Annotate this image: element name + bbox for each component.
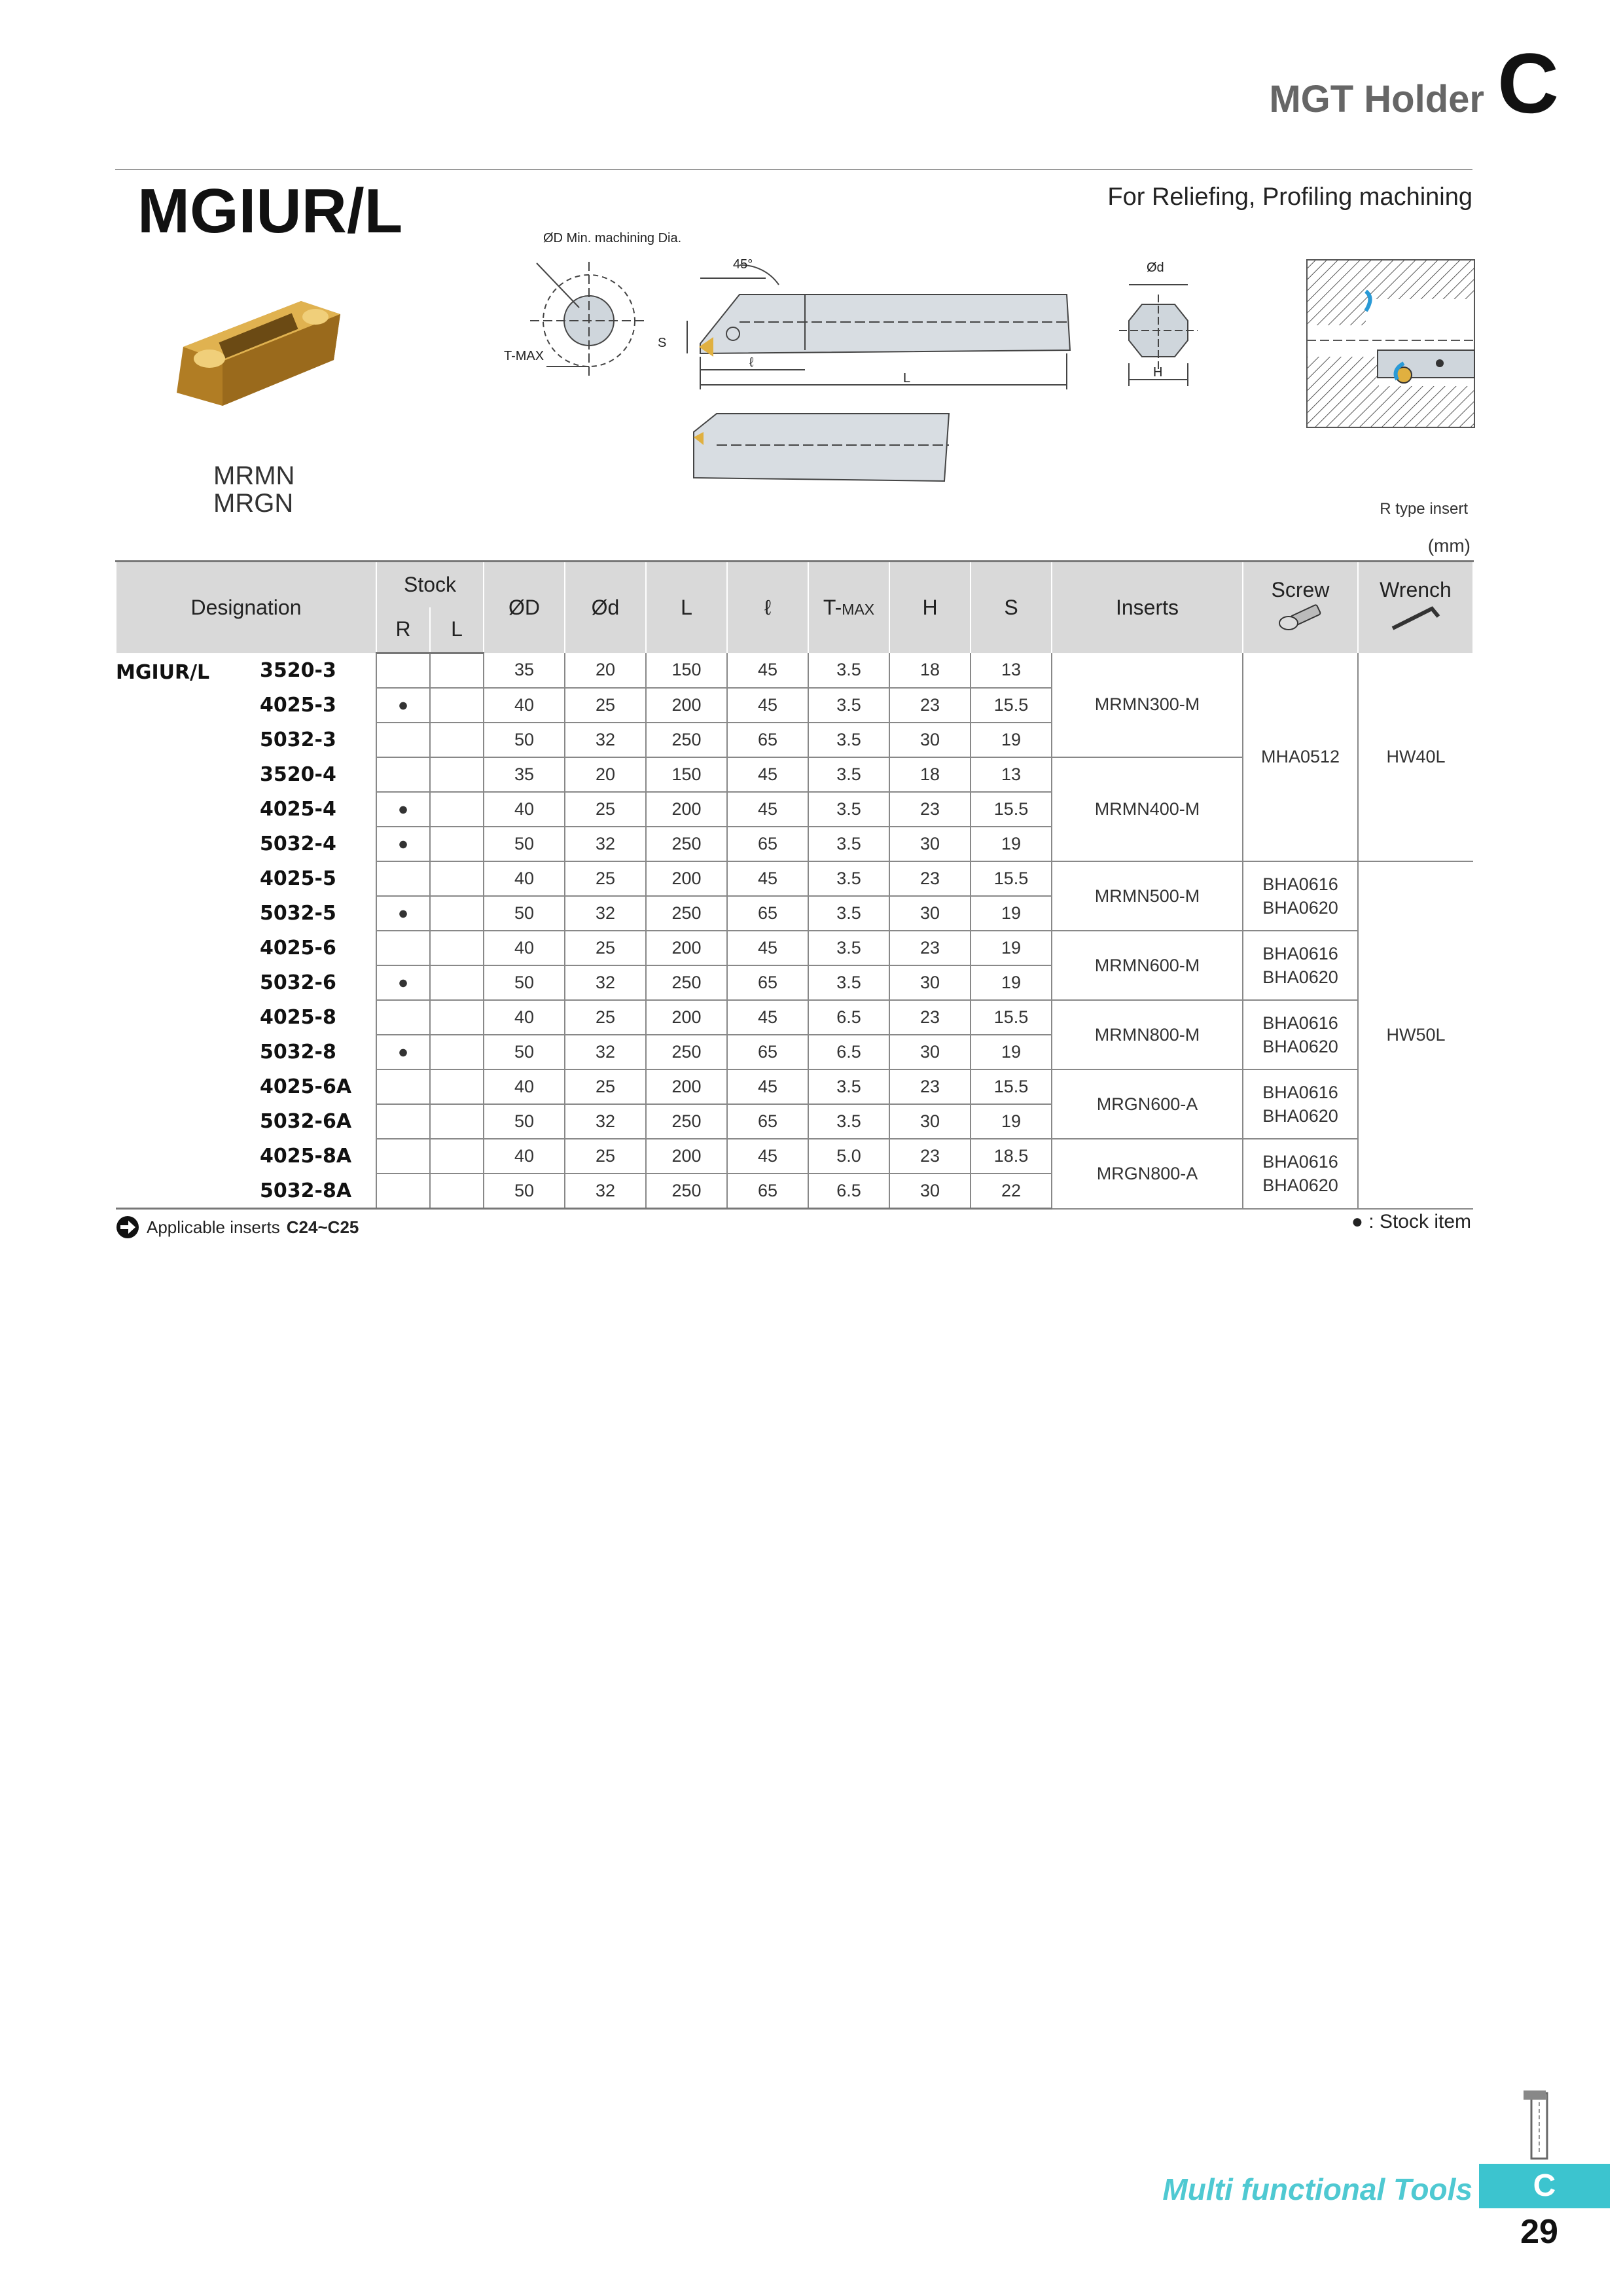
ell-cell: 45 <box>727 757 808 792</box>
length-cell: 250 <box>646 896 727 931</box>
ell-cell: 65 <box>727 1035 808 1069</box>
od-big-cell: 35 <box>484 757 565 792</box>
screw-cell: MHA0512 <box>1243 653 1358 862</box>
applicable-pages-link[interactable]: C24~C25 <box>286 1217 359 1237</box>
col-H: H <box>889 562 971 653</box>
tmax-cell: 3.5 <box>808 792 889 827</box>
stock-l-cell <box>430 896 484 931</box>
designation-code: 5032-6 <box>260 971 336 994</box>
height-cell: 23 <box>889 1139 971 1174</box>
stock-l-cell <box>430 1035 484 1069</box>
stock-l-cell <box>430 1069 484 1104</box>
od-label: Ød <box>1147 260 1164 275</box>
screw-cell <box>1243 931 1358 1000</box>
designation-code: 4025-3 <box>260 694 336 717</box>
stock-l-cell <box>430 1139 484 1174</box>
holder-dimension-drawing <box>491 223 1093 497</box>
s-cell: 15.5 <box>971 861 1052 896</box>
ell-cell: 65 <box>727 827 808 861</box>
od-big-cell: 40 <box>484 1069 565 1104</box>
insert-type-1: MRMN <box>213 461 295 490</box>
shank-cross-section <box>1113 259 1204 396</box>
ell-cell: 65 <box>727 896 808 931</box>
screw-option: BHA0616 <box>1262 944 1338 963</box>
stock-l-cell <box>430 653 484 689</box>
s-cell: 15.5 <box>971 1000 1052 1035</box>
length-cell: 250 <box>646 1035 727 1069</box>
s-cell: 19 <box>971 896 1052 931</box>
designation-code: 5032-8A <box>253 1174 376 1209</box>
height-cell: 23 <box>889 861 971 896</box>
od-small-cell: 32 <box>565 1035 646 1069</box>
designation-code: 5032-4 <box>260 833 336 855</box>
s-cell: 19 <box>971 1104 1052 1139</box>
designation-code: 3520-3 <box>260 658 336 682</box>
s-cell: 15.5 <box>971 1069 1052 1104</box>
od-big-cell: 50 <box>484 827 565 861</box>
s-cell: 19 <box>971 723 1052 757</box>
col-inserts: Inserts <box>1052 562 1243 653</box>
insert-cell: MRMN600-M <box>1052 931 1243 1000</box>
ell-cell: 45 <box>727 792 808 827</box>
length-cell: 250 <box>646 723 727 757</box>
od-big-cell: 50 <box>484 1174 565 1209</box>
designation-code: 5032-5 <box>260 902 336 925</box>
height-cell: 23 <box>889 688 971 723</box>
height-cell: 18 <box>889 757 971 792</box>
insert-cell: MRMN300-M <box>1052 653 1243 758</box>
ell-cell: 45 <box>727 861 808 896</box>
stock-r-cell: ● <box>376 896 430 931</box>
stock-r-cell: ● <box>376 688 430 723</box>
od-big-cell: 40 <box>484 792 565 827</box>
section-letter: C <box>1497 35 1559 131</box>
length-cell: 250 <box>646 965 727 1000</box>
od-big-cell: 50 <box>484 723 565 757</box>
tmax-cell: 6.5 <box>808 1000 889 1035</box>
od-small-cell: 32 <box>565 965 646 1000</box>
table-row <box>116 931 1473 965</box>
stock-l-cell <box>430 827 484 861</box>
stock-item-note: ● : Stock item <box>1351 1211 1471 1232</box>
designation-code: 4025-5 <box>260 867 336 890</box>
insert-cell: MRGN600-A <box>1052 1069 1243 1139</box>
insert-cell: MRGN800-A <box>1052 1139 1243 1209</box>
designation-code: 4025-8A <box>260 1145 352 1168</box>
stock-l-cell <box>430 688 484 723</box>
ell-cell: 45 <box>727 688 808 723</box>
od-small-cell: 25 <box>565 1139 646 1174</box>
od-small-cell: 25 <box>565 931 646 965</box>
designation-code: 3520-4 <box>260 763 336 786</box>
ell-cell: 65 <box>727 1174 808 1209</box>
col-tmax-max: MAX <box>842 600 875 618</box>
stock-l-cell <box>430 757 484 792</box>
col-tmax-t: T- <box>823 595 842 619</box>
applicable-inserts-note <box>115 1215 359 1240</box>
stock-r-cell <box>376 757 430 792</box>
screw-option: BHA0616 <box>1262 1152 1338 1172</box>
col-tmax <box>808 562 889 653</box>
tmax-cell: 3.5 <box>808 931 889 965</box>
min-dia-label: ØD Min. machining Dia. <box>543 231 682 245</box>
stock-l-cell <box>430 965 484 1000</box>
arrow-circle-icon <box>115 1215 140 1240</box>
col-designation: Designation <box>116 562 376 653</box>
designation-code: 5032-8 <box>260 1041 336 1064</box>
height-cell: 23 <box>889 1069 971 1104</box>
stock-r-cell <box>376 723 430 757</box>
length-cell: 150 <box>646 757 727 792</box>
length-cell: 200 <box>646 931 727 965</box>
s-cell: 13 <box>971 653 1052 689</box>
L-label: L <box>903 371 911 386</box>
col-od-small: Ød <box>565 562 646 653</box>
col-screw-label: Screw <box>1271 577 1330 601</box>
col-od-big: ØD <box>484 562 565 653</box>
length-cell: 200 <box>646 792 727 827</box>
ell-cell: 45 <box>727 1000 808 1035</box>
designation-code: 4025-4 <box>260 798 336 821</box>
screw-option: BHA0620 <box>1262 1037 1338 1056</box>
stock-l-cell <box>430 1000 484 1035</box>
table-row <box>116 861 1473 896</box>
bore-application-drawing <box>1306 259 1476 429</box>
section-title: MGT Holder <box>1269 78 1484 120</box>
table-row <box>116 1000 1473 1035</box>
height-cell: 23 <box>889 1000 971 1035</box>
od-small-cell: 20 <box>565 653 646 689</box>
screw-option: BHA0620 <box>1262 1106 1338 1126</box>
tmax-cell: 3.5 <box>808 1069 889 1104</box>
ell-cell: 45 <box>727 931 808 965</box>
od-small-cell: 25 <box>565 792 646 827</box>
s-cell: 15.5 <box>971 792 1052 827</box>
height-cell: 30 <box>889 1174 971 1209</box>
height-cell: 30 <box>889 965 971 1000</box>
footer-section-tab[interactable]: C <box>1479 2164 1610 2208</box>
od-small-cell: 25 <box>565 688 646 723</box>
stock-r-cell: ● <box>376 965 430 1000</box>
stock-l-cell <box>430 1174 484 1209</box>
ell-cell: 65 <box>727 965 808 1000</box>
designation-code: 5032-3 <box>260 728 336 751</box>
screw-icon <box>1274 602 1327 632</box>
od-small-cell: 32 <box>565 1174 646 1209</box>
stock-l-cell <box>430 931 484 965</box>
insert-cell: MRMN400-M <box>1052 757 1243 861</box>
length-cell: 250 <box>646 1104 727 1139</box>
tmax-cell: 5.0 <box>808 1139 889 1174</box>
product-title: MGIUR/L <box>137 176 403 246</box>
col-stock: Stock <box>376 562 484 607</box>
applicable-label: Applicable inserts <box>147 1217 280 1237</box>
stock-r-cell <box>376 1000 430 1035</box>
screw-option: BHA0620 <box>1262 1175 1338 1196</box>
r-type-note: R type insert <box>1380 500 1468 518</box>
screw-cell <box>1243 861 1358 931</box>
wrench-cell: HW50L <box>1358 861 1473 1209</box>
col-stock-l: L <box>430 607 484 653</box>
table-row <box>116 1139 1473 1174</box>
height-cell: 30 <box>889 827 971 861</box>
col-stock-r: R <box>376 607 430 653</box>
s-cell: 19 <box>971 1035 1052 1069</box>
stock-r-cell: ● <box>376 827 430 861</box>
ell-label: ℓ <box>749 355 754 370</box>
unit-note: (mm) <box>1427 535 1471 556</box>
ell-cell: 65 <box>727 1104 808 1139</box>
page-number: 29 <box>1520 2213 1558 2251</box>
designation-prefix: MGIUR/L <box>116 653 253 1209</box>
tmax-cell: 6.5 <box>808 1035 889 1069</box>
screw-option: BHA0620 <box>1262 898 1338 918</box>
col-ell: ℓ <box>727 562 808 653</box>
tmax-cell: 3.5 <box>808 723 889 757</box>
od-big-cell: 40 <box>484 1000 565 1035</box>
height-cell: 30 <box>889 723 971 757</box>
od-big-cell: 50 <box>484 896 565 931</box>
s-cell: 15.5 <box>971 688 1052 723</box>
stock-r-cell <box>376 1069 430 1104</box>
screw-option: BHA0616 <box>1262 1083 1338 1102</box>
tmax-cell: 3.5 <box>808 1104 889 1139</box>
tmax-cell: 3.5 <box>808 827 889 861</box>
od-big-cell: 40 <box>484 861 565 896</box>
tmax-cell: 6.5 <box>808 1174 889 1209</box>
stock-l-cell <box>430 861 484 896</box>
tmax-cell: 3.5 <box>808 896 889 931</box>
s-label: S <box>658 336 667 350</box>
s-cell: 18.5 <box>971 1139 1052 1174</box>
height-cell: 23 <box>889 792 971 827</box>
stock-r-cell <box>376 861 430 896</box>
table-row <box>116 653 1473 689</box>
col-S: S <box>971 562 1052 653</box>
col-wrench <box>1358 562 1473 653</box>
table-row <box>116 1069 1473 1104</box>
wrench-icon <box>1386 602 1445 632</box>
tmax-label: T-MAX <box>504 349 544 363</box>
screw-option: BHA0620 <box>1262 967 1338 987</box>
stock-r-cell <box>376 1174 430 1209</box>
od-small-cell: 20 <box>565 757 646 792</box>
height-cell: 18 <box>889 653 971 689</box>
od-small-cell: 25 <box>565 1000 646 1035</box>
od-big-cell: 40 <box>484 1139 565 1174</box>
stock-r-cell <box>376 931 430 965</box>
od-big-cell: 40 <box>484 931 565 965</box>
length-cell: 200 <box>646 1069 727 1104</box>
stock-l-cell <box>430 1104 484 1139</box>
s-cell: 22 <box>971 1174 1052 1209</box>
length-cell: 200 <box>646 861 727 896</box>
stock-r-cell <box>376 1139 430 1174</box>
stock-r-cell <box>376 653 430 689</box>
od-small-cell: 32 <box>565 827 646 861</box>
tmax-cell: 3.5 <box>808 688 889 723</box>
designation-code: 4025-6 <box>260 937 336 960</box>
length-cell: 250 <box>646 827 727 861</box>
insert-cell: MRMN800-M <box>1052 1000 1243 1069</box>
product-subtitle: For Reliefing, Profiling machining <box>1107 183 1472 211</box>
angle-label: 45° <box>733 257 753 272</box>
insert-type-2: MRGN <box>213 489 294 518</box>
od-big-cell: 35 <box>484 653 565 689</box>
s-cell: 13 <box>971 757 1052 792</box>
tool-holder-icon <box>1520 2087 1559 2165</box>
insert-cell: MRMN500-M <box>1052 861 1243 931</box>
screw-cell <box>1243 1069 1358 1139</box>
tmax-cell: 3.5 <box>808 965 889 1000</box>
length-cell: 200 <box>646 1139 727 1174</box>
od-big-cell: 40 <box>484 688 565 723</box>
od-small-cell: 25 <box>565 1069 646 1104</box>
insert-image <box>170 288 353 419</box>
screw-cell <box>1243 1139 1358 1209</box>
designation-code: 5032-6A <box>260 1110 352 1133</box>
od-small-cell: 32 <box>565 896 646 931</box>
stock-l-cell <box>430 792 484 827</box>
screw-option: BHA0616 <box>1262 874 1338 894</box>
length-cell: 150 <box>646 653 727 689</box>
height-cell: 23 <box>889 931 971 965</box>
tmax-cell: 3.5 <box>808 757 889 792</box>
spec-table <box>115 560 1474 1210</box>
length-cell: 200 <box>646 688 727 723</box>
height-cell: 30 <box>889 896 971 931</box>
od-small-cell: 32 <box>565 723 646 757</box>
length-cell: 200 <box>646 1000 727 1035</box>
stock-r-cell: ● <box>376 1035 430 1069</box>
s-cell: 19 <box>971 965 1052 1000</box>
screw-cell <box>1243 1000 1358 1069</box>
col-wrench-label: Wrench <box>1380 577 1452 601</box>
od-small-cell: 25 <box>565 861 646 896</box>
ell-cell: 45 <box>727 1069 808 1104</box>
col-L: L <box>646 562 727 653</box>
ell-cell: 45 <box>727 1139 808 1174</box>
od-big-cell: 50 <box>484 1035 565 1069</box>
length-cell: 250 <box>646 1174 727 1209</box>
stock-r-cell <box>376 1104 430 1139</box>
insert-type-labels <box>213 462 294 517</box>
col-screw <box>1243 562 1358 653</box>
header-divider <box>115 169 1472 170</box>
height-cell: 30 <box>889 1035 971 1069</box>
s-cell: 19 <box>971 827 1052 861</box>
tmax-cell: 3.5 <box>808 861 889 896</box>
s-cell: 19 <box>971 931 1052 965</box>
stock-r-cell: ● <box>376 792 430 827</box>
designation-code: 4025-6A <box>260 1075 352 1098</box>
ell-cell: 65 <box>727 723 808 757</box>
od-small-cell: 32 <box>565 1104 646 1139</box>
od-big-cell: 50 <box>484 1104 565 1139</box>
od-big-cell: 50 <box>484 965 565 1000</box>
footer-category: Multi functional Tools <box>1162 2172 1472 2206</box>
stock-l-cell <box>430 723 484 757</box>
tmax-cell: 3.5 <box>808 653 889 689</box>
designation-code: 4025-8 <box>260 1006 336 1029</box>
height-cell: 30 <box>889 1104 971 1139</box>
ell-cell: 45 <box>727 653 808 689</box>
screw-option: BHA0616 <box>1262 1013 1338 1033</box>
wrench-cell: HW40L <box>1358 653 1473 862</box>
H-label: H <box>1153 365 1163 380</box>
